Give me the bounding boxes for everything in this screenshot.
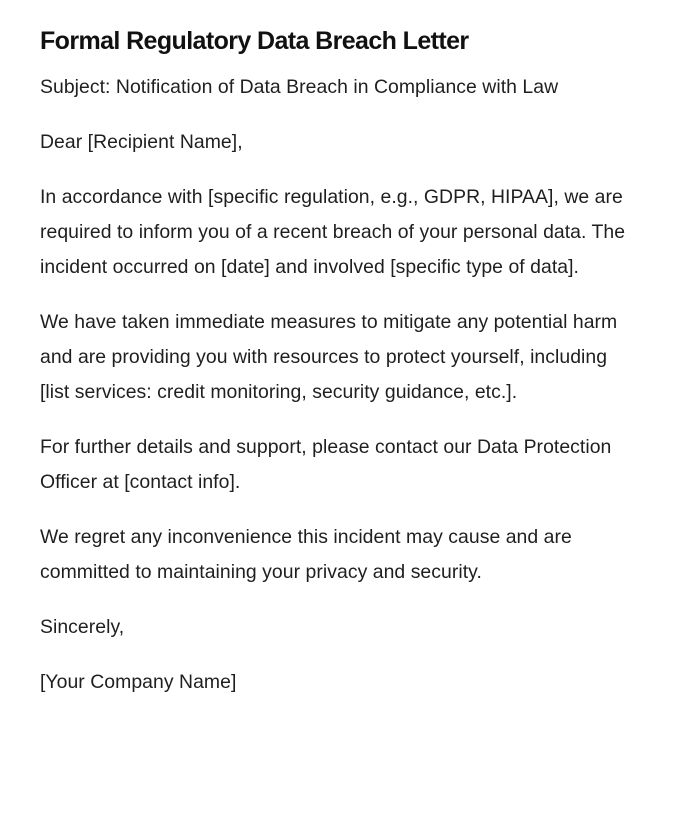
body-paragraph-contact: For further details and support, please contact our Data Protection Officer at [contact info]. — [40, 436, 612, 493]
document-title: Formal Regulatory Data Breach Letter — [40, 27, 469, 55]
signature: [Your Company Name] — [40, 671, 237, 693]
body-paragraph-regulation: In accordance with [specific regulation, e.g., GDPR, HIPAA], we are required to inform you of a recent breach of your personal data. The incident occurred on [date] and involved [specific type of data]. — [40, 186, 626, 278]
body-paragraph-measures: We have taken immediate measures to mitigate any potential harm and are providing you with resources to protect yourself, including [list services: credit monitoring, security guidance, etc.]. — [40, 311, 618, 403]
subject-line: Subject: Notification of Data Breach in Compliance with Law — [40, 76, 559, 98]
body-paragraph-regret: We regret any inconvenience this incident may cause and are committed to maintaining your privacy and security. — [40, 526, 572, 583]
letter-document — [40, 24, 640, 720]
salutation: Dear [Recipient Name], — [40, 131, 243, 153]
closing: Sincerely, — [40, 616, 125, 638]
